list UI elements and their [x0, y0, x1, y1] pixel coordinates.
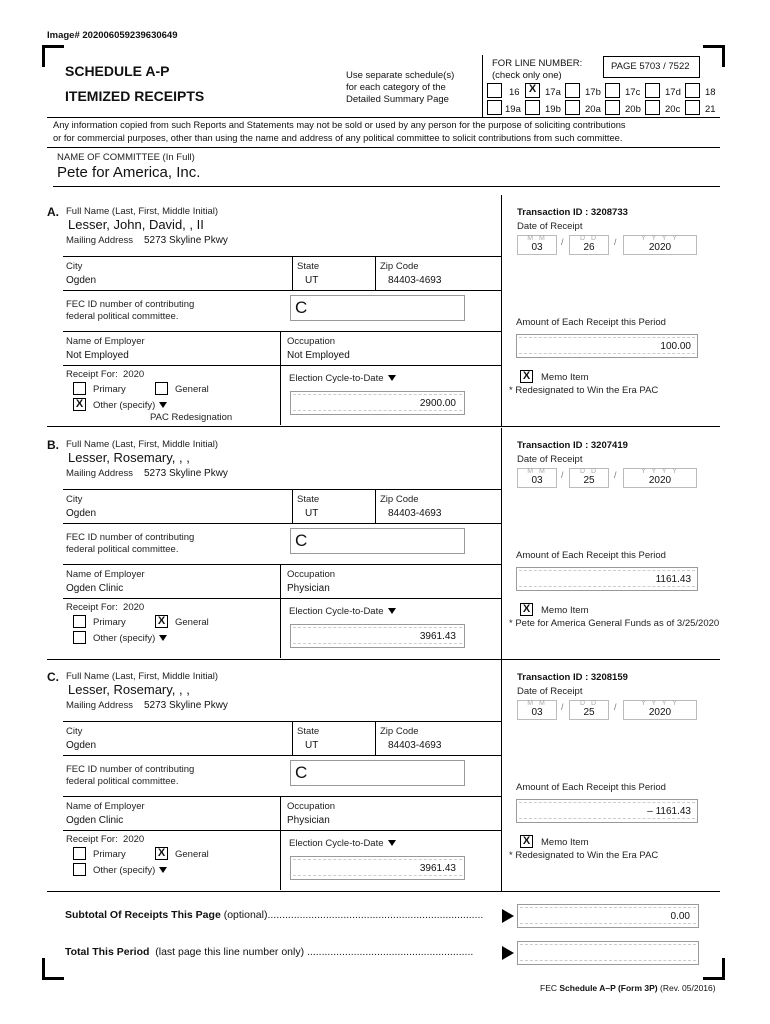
receipt-for-text: Receipt For: — [66, 834, 118, 845]
employer-rule — [63, 365, 501, 366]
fec-id-field[interactable] — [290, 528, 465, 554]
subtotal-value: 0.00 — [670, 911, 690, 922]
fec-id-label-2: federal political committee. — [66, 311, 179, 322]
other-specify-value: PAC Redesignation — [150, 412, 233, 423]
bottom-left-corner-mark — [42, 958, 64, 980]
state-value: UT — [305, 508, 319, 519]
date-year-field[interactable] — [623, 468, 697, 488]
line-number-title: FOR LINE NUMBER: — [492, 58, 583, 69]
contributor-name: Lesser, Rosemary, , , — [68, 450, 190, 465]
date-month-field[interactable] — [517, 468, 557, 488]
year-placeholder: Y Y Y Y — [641, 700, 679, 707]
line-16-checkbox[interactable] — [487, 83, 502, 98]
election-cycle-amount: 3961.43 — [419, 863, 456, 874]
dropdown-arrow-icon — [388, 375, 396, 381]
zip-value: 84403-4693 — [388, 740, 442, 751]
memo-item-checkbox[interactable]: X — [520, 370, 533, 383]
city-label: City — [66, 261, 83, 272]
line-21-checkbox[interactable] — [685, 100, 700, 115]
page-number: PAGE 5703 / 7522 — [611, 61, 690, 72]
amount-label: Amount of Each Receipt this Period — [516, 317, 666, 328]
other-label — [93, 865, 167, 876]
subtotal-label-rest: (optional).......................................................................... — [223, 909, 484, 921]
transaction-id: Transaction ID : 3208159 — [517, 672, 628, 683]
other-label — [93, 633, 167, 644]
dropdown-arrow-icon — [388, 608, 396, 614]
form-footer — [540, 983, 716, 993]
occupation-value: Physician — [287, 815, 330, 826]
date-of-receipt-label: Date of Receipt — [517, 454, 583, 465]
memo-item-label: Memo Item — [541, 605, 589, 616]
date-day-field[interactable] — [569, 468, 609, 488]
city-value: Ogden — [66, 508, 97, 519]
occupation-value: Not Employed — [287, 350, 350, 361]
date-separator: / — [561, 237, 564, 247]
city-label: City — [66, 726, 83, 737]
footer-prefix: FEC — [540, 983, 557, 993]
date-day: 25 — [583, 475, 595, 486]
dropdown-arrow-icon — [159, 867, 167, 873]
footer-revision: (Rev. 05/2016) — [660, 983, 716, 993]
subtotal-label — [65, 909, 483, 921]
subtotal-label-bold: Subtotal Of Receipts This Page — [65, 909, 221, 921]
receipt-for-label — [66, 369, 144, 380]
fec-rule — [63, 331, 501, 332]
other-checkbox[interactable] — [73, 631, 86, 644]
date-month: 03 — [531, 242, 543, 253]
employer-value: Not Employed — [66, 350, 129, 361]
contributor-name: Lesser, Rosemary, , , — [68, 682, 190, 697]
entry-bottom-rule — [47, 891, 720, 892]
election-cycle-text: Election Cycle-to-Date — [289, 838, 384, 849]
line-17c-label: 17c — [625, 87, 641, 98]
state-label: State — [297, 261, 320, 272]
election-cycle-text: Election Cycle-to-Date — [289, 373, 384, 384]
employer-rule — [63, 598, 501, 599]
page-number-box — [603, 56, 700, 78]
top-left-corner-mark — [42, 45, 64, 67]
right-column-divider — [501, 428, 502, 660]
address-rule — [63, 489, 501, 490]
line-20b-label: 20b — [625, 104, 641, 115]
instruction-line-2: for each category of the — [346, 82, 446, 93]
disclaimer-rule — [47, 147, 720, 148]
arrow-right-icon — [502, 946, 514, 960]
employer-rule — [63, 830, 501, 831]
dropdown-arrow-icon — [159, 402, 167, 408]
receipt-for-label — [66, 834, 144, 845]
amount-label: Amount of Each Receipt this Period — [516, 550, 666, 561]
receipt-entry-a — [0, 195, 770, 427]
disclaimer-line-1: Any information copied from such Reports and Statements may not be sold or used by any person for the purpose of soliciting contributions — [53, 120, 626, 130]
mailing-address: 5273 Skyline Pkwy — [144, 468, 228, 479]
fec-rule — [63, 564, 501, 565]
occupation-value: Physician — [287, 583, 330, 594]
line-17b-checkbox[interactable] — [565, 83, 580, 98]
mailing-address: 5273 Skyline Pkwy — [144, 700, 228, 711]
line-16-label: 16 — [509, 87, 520, 98]
receipt-entry-c — [0, 660, 770, 892]
memo-text: * Redesignated to Win the Era PAC — [509, 385, 659, 396]
year-placeholder: Y Y Y Y — [641, 235, 679, 242]
general-label: General — [175, 849, 209, 860]
transaction-id: Transaction ID : 3207419 — [517, 440, 628, 451]
entry-letter: A. — [47, 205, 59, 219]
fec-id-label-1: FEC ID number of contributing — [66, 532, 195, 543]
general-label: General — [175, 384, 209, 395]
receipt-for-text: Receipt For: — [66, 369, 118, 380]
amount-label: Amount of Each Receipt this Period — [516, 782, 666, 793]
total-label — [65, 946, 473, 958]
amount-field[interactable] — [516, 334, 698, 358]
state-zip-divider — [375, 489, 376, 523]
line-18-checkbox[interactable] — [685, 83, 700, 98]
election-cycle-amount: 3961.43 — [419, 631, 456, 642]
dropdown-arrow-icon — [159, 635, 167, 641]
right-column-divider — [501, 195, 502, 427]
date-of-receipt-label: Date of Receipt — [517, 221, 583, 232]
line-20a-label: 20a — [585, 104, 601, 115]
amount-value: 100.00 — [660, 341, 691, 352]
date-month-field[interactable] — [517, 700, 557, 720]
month-placeholder: M M — [527, 235, 547, 242]
transaction-id: Transaction ID : 3208733 — [517, 207, 628, 218]
line-19a-label: 19a — [505, 104, 521, 115]
amount-field[interactable] — [516, 567, 698, 591]
date-of-receipt-label: Date of Receipt — [517, 686, 583, 697]
receipt-year: 2020 — [123, 369, 145, 380]
full-name-label: Full Name (Last, First, Middle Initial) — [66, 439, 219, 450]
fec-id-label-2: federal political committee. — [66, 544, 179, 555]
employer-occupation-divider — [280, 796, 281, 890]
employer-value: Ogden Clinic — [66, 583, 124, 594]
schedule-subtitle: ITEMIZED RECEIPTS — [65, 88, 205, 104]
image-id: Image# 202006059239630649 — [47, 30, 178, 41]
committee-name: Pete for America, Inc. — [57, 164, 201, 181]
memo-item-label: Memo Item — [541, 837, 589, 848]
date-year-field[interactable] — [623, 235, 697, 255]
top-right-corner-mark — [703, 45, 725, 67]
primary-checkbox[interactable] — [73, 847, 86, 860]
date-separator: / — [561, 470, 564, 480]
primary-checkbox[interactable] — [73, 615, 86, 628]
amount-value: – 1161.43 — [647, 806, 691, 817]
state-value: UT — [305, 740, 319, 751]
date-day: 25 — [583, 707, 595, 718]
city-rule — [63, 755, 501, 756]
line-21-label: 21 — [705, 104, 716, 115]
receipt-year: 2020 — [123, 834, 145, 845]
arrow-right-icon — [502, 909, 514, 923]
memo-item-label: Memo Item — [541, 372, 589, 383]
instruction-line-1: Use separate schedule(s) — [346, 70, 455, 81]
zip-label: Zip Code — [380, 261, 419, 272]
primary-checkbox[interactable] — [73, 382, 86, 395]
occupation-label: Occupation — [287, 801, 336, 812]
date-year: 2020 — [648, 707, 672, 718]
committee-rule — [53, 186, 720, 187]
date-separator: / — [561, 702, 564, 712]
city-state-divider — [292, 256, 293, 290]
line-number-subtitle: (check only one) — [492, 70, 562, 81]
general-checkbox[interactable]: X — [155, 615, 168, 628]
state-value: UT — [305, 275, 319, 286]
memo-item-checkbox[interactable]: X — [520, 835, 533, 848]
other-text: Other (specify) — [93, 633, 156, 644]
state-zip-divider — [375, 256, 376, 290]
date-year: 2020 — [648, 475, 672, 486]
mailing-address: 5273 Skyline Pkwy — [144, 235, 228, 246]
subtotal-field[interactable] — [517, 904, 699, 928]
fec-id-field[interactable] — [290, 760, 465, 786]
line-number-checkbox-grid — [485, 81, 717, 117]
city-value: Ogden — [66, 275, 97, 286]
entry-letter: C. — [47, 670, 59, 684]
committee-label: NAME OF COMMITTEE (In Full) — [57, 152, 195, 163]
primary-label: Primary — [93, 849, 126, 860]
election-cycle-label — [289, 838, 396, 849]
employer-label: Name of Employer — [66, 336, 145, 347]
primary-label: Primary — [93, 384, 126, 395]
line-20a-checkbox[interactable] — [565, 100, 580, 115]
line-19a-checkbox[interactable] — [487, 100, 502, 115]
election-cycle-label — [289, 373, 396, 384]
line-18-label: 18 — [705, 87, 716, 98]
mailing-address-label: Mailing Address — [66, 235, 134, 246]
entry-bottom-rule — [47, 426, 720, 427]
zip-value: 84403-4693 — [388, 508, 442, 519]
date-day-field[interactable] — [569, 700, 609, 720]
total-label-rest: (last page this line number only) ......................................................... — [155, 946, 474, 958]
contributor-name: Lesser, John, David, , II — [68, 217, 204, 232]
date-month-field[interactable] — [517, 235, 557, 255]
line-20c-label: 20c — [665, 104, 681, 115]
header-divider — [482, 55, 483, 117]
day-placeholder: D D — [579, 468, 599, 475]
year-placeholder: Y Y Y Y — [641, 468, 679, 475]
other-checkbox[interactable]: X — [73, 398, 86, 411]
line-17b-label: 17b — [585, 87, 601, 98]
line-17c-checkbox[interactable] — [605, 83, 620, 98]
other-checkbox[interactable] — [73, 863, 86, 876]
occupation-label: Occupation — [287, 569, 336, 580]
receipt-year: 2020 — [123, 602, 145, 613]
election-cycle-amount-field[interactable] — [290, 391, 465, 415]
line-20c-checkbox[interactable] — [645, 100, 660, 115]
header-rule — [47, 117, 720, 118]
line-20b-checkbox[interactable] — [605, 100, 620, 115]
bottom-right-corner-mark — [703, 958, 725, 980]
employer-value: Ogden Clinic — [66, 815, 124, 826]
other-text: Other (specify) — [93, 865, 156, 876]
state-zip-divider — [375, 721, 376, 755]
city-value: Ogden — [66, 740, 97, 751]
full-name-label: Full Name (Last, First, Middle Initial) — [66, 671, 219, 682]
month-placeholder: M M — [527, 468, 547, 475]
other-text: Other (specify) — [93, 400, 156, 411]
line-17a-label: 17a — [545, 87, 561, 98]
general-checkbox[interactable] — [155, 382, 168, 395]
dropdown-arrow-icon — [388, 840, 396, 846]
city-rule — [63, 290, 501, 291]
city-state-divider — [292, 489, 293, 523]
memo-item-checkbox[interactable]: X — [520, 603, 533, 616]
election-cycle-label — [289, 606, 396, 617]
fec-rule — [63, 796, 501, 797]
line-17d-checkbox[interactable] — [645, 83, 660, 98]
month-placeholder: M M — [527, 700, 547, 707]
fec-id-label-2: federal political committee. — [66, 776, 179, 787]
election-cycle-amount: 2900.00 — [419, 398, 456, 409]
receipt-entry-b — [0, 428, 770, 660]
fec-id-prefix: C — [295, 763, 308, 782]
election-cycle-text: Election Cycle-to-Date — [289, 606, 384, 617]
general-label: General — [175, 617, 209, 628]
state-label: State — [297, 494, 320, 505]
general-checkbox[interactable]: X — [155, 847, 168, 860]
date-separator: / — [614, 702, 617, 712]
schedule-title: SCHEDULE A-P — [65, 63, 170, 79]
date-year: 2020 — [648, 242, 672, 253]
fec-id-prefix: C — [295, 298, 308, 317]
city-label: City — [66, 494, 83, 505]
election-cycle-amount-field[interactable] — [290, 856, 465, 880]
footer-form-name: Schedule A–P (Form 3P) — [559, 983, 658, 993]
receipt-for-text: Receipt For: — [66, 602, 118, 613]
date-day: 26 — [583, 242, 595, 253]
amount-value: 1161.43 — [655, 574, 691, 585]
address-rule — [63, 721, 501, 722]
instruction-line-3: Detailed Summary Page — [346, 94, 449, 105]
date-separator: / — [614, 237, 617, 247]
day-placeholder: D D — [579, 700, 599, 707]
fec-id-prefix: C — [295, 531, 308, 550]
fec-id-field[interactable] — [290, 295, 465, 321]
employer-label: Name of Employer — [66, 801, 145, 812]
date-separator: / — [614, 470, 617, 480]
other-label — [93, 400, 167, 411]
city-state-divider — [292, 721, 293, 755]
fec-id-label-1: FEC ID number of contributing — [66, 764, 195, 775]
full-name-label: Full Name (Last, First, Middle Initial) — [66, 206, 219, 217]
line-17d-label: 17d — [665, 87, 681, 98]
occupation-label: Occupation — [287, 336, 336, 347]
date-year-field[interactable] — [623, 700, 697, 720]
line-19b-label: 19b — [545, 104, 561, 115]
date-month: 03 — [531, 707, 543, 718]
line-17a-checkbox[interactable]: X — [525, 83, 540, 98]
line-19b-checkbox[interactable] — [525, 100, 540, 115]
date-month: 03 — [531, 475, 543, 486]
primary-label: Primary — [93, 617, 126, 628]
zip-value: 84403-4693 — [388, 275, 442, 286]
mailing-address-label: Mailing Address — [66, 700, 134, 711]
memo-text: * Redesignated to Win the Era PAC — [509, 850, 659, 861]
total-field[interactable] — [517, 941, 699, 965]
day-placeholder: D D — [579, 235, 599, 242]
right-column-divider — [501, 660, 502, 892]
receipt-for-label — [66, 602, 144, 613]
employer-label: Name of Employer — [66, 569, 145, 580]
zip-label: Zip Code — [380, 726, 419, 737]
city-rule — [63, 523, 501, 524]
date-day-field[interactable] — [569, 235, 609, 255]
state-label: State — [297, 726, 320, 737]
total-label-bold: Total This Period — [65, 946, 150, 958]
disclaimer-line-2: or for commercial purposes, other than using the name and address of any political committee to solicit contributions from such committee. — [53, 133, 623, 143]
memo-text: * Pete for America General Funds as of 3/25/2020 — [509, 618, 720, 629]
amount-field[interactable] — [516, 799, 698, 823]
employer-occupation-divider — [280, 331, 281, 425]
employer-occupation-divider — [280, 564, 281, 658]
fec-id-label-1: FEC ID number of contributing — [66, 299, 195, 310]
zip-label: Zip Code — [380, 494, 419, 505]
address-rule — [63, 256, 501, 257]
election-cycle-amount-field[interactable] — [290, 624, 465, 648]
mailing-address-label: Mailing Address — [66, 468, 134, 479]
entry-letter: B. — [47, 438, 59, 452]
